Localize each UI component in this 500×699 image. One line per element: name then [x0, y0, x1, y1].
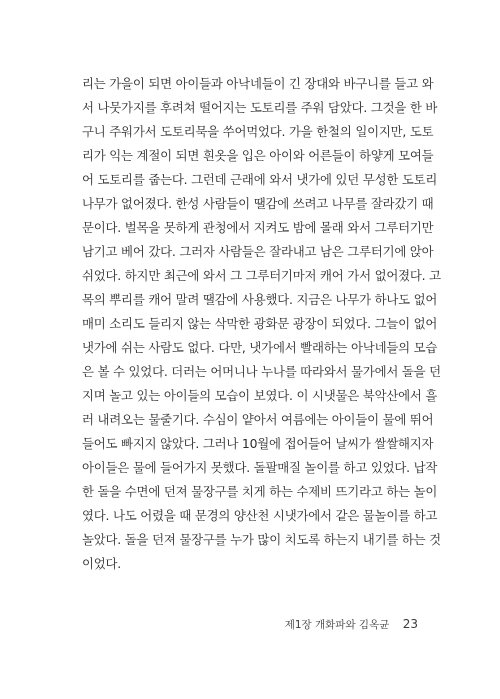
page-number: 23 — [402, 617, 418, 631]
text-line: 지며 놀고 있는 아이들의 모습이 보였다. 이 시냇물은 북악산에서 흘 — [82, 388, 438, 403]
text-line: 리는 가을이 되면 아이들과 아낙네들이 긴 장대와 바구니를 들고 와 — [82, 76, 434, 91]
text-line: 쉬었다. 하지만 최근에 와서 그 그루터기마저 캐어 가서 없어졌다. 고 — [82, 268, 441, 283]
text-line: 매미 소리도 들리지 않는 삭막한 광화문 광장이 되었다. 그늘이 없어 — [82, 316, 438, 331]
text-line: 은 볼 수 있었다. 더러는 어머니나 누나를 따라와서 물가에서 돌을 던 — [82, 364, 441, 379]
page-footer — [285, 617, 418, 632]
text-line: 한 돌을 수면에 던져 물장구를 치게 하는 수제비 뜨기라고 하는 놀이 — [82, 484, 438, 499]
text-line: 나무가 없어졌다. 한성 사람들이 땔감에 쓰려고 나무를 잘라갔기 때 — [82, 196, 434, 211]
body-paragraph — [82, 72, 441, 576]
text-line: 리가 익는 계절이 되면 흰옷을 입은 아이와 어른들이 하얗게 모여들 — [82, 148, 434, 163]
text-line: 서 나뭇가지를 후려쳐 떨어지는 도토리를 주워 담았다. 그것을 한 바 — [82, 100, 438, 115]
text-line: 목의 뿌리를 캐어 말려 땔감에 사용했다. 지금은 나무가 하나도 없어 — [82, 292, 438, 307]
text-line: 남기고 베어 갔다. 그러자 사람들은 잘라내고 남은 그루터기에 앉아 — [82, 244, 434, 259]
text-line: 이었다. — [82, 556, 122, 571]
text-line: 어 도토리를 줍는다. 그런데 근래에 와서 냇가에 있던 무성한 도토리 — [82, 172, 438, 187]
chapter-title: 제1장 개화파와 김옥균 — [284, 619, 390, 631]
text-line: 구니 주워가서 도토리묵을 쑤어먹었다. 가을 한철의 일이지만, 도토 — [82, 124, 434, 139]
text-line: 놀았다. 돌을 던져 물장구를 누가 많이 치도록 하는지 내기를 하는 것 — [82, 532, 441, 547]
text-line: 문이다. 벌목을 못하게 관청에서 지켜도 밤에 몰래 와서 그루터기만 — [82, 220, 434, 235]
text-line: 아이들은 물에 들어가지 못했다. 돌팔매질 놀이를 하고 있었다. 납작 — [82, 460, 438, 475]
text-line: 러 내려오는 물줄기다. 수심이 얕아서 여름에는 아이들이 물에 뛰어 — [82, 412, 434, 427]
text-line: 들어도 빠지지 않았다. 그러나 10월에 접어들어 날씨가 쌀쌀해지자 — [82, 436, 434, 451]
text-line: 냇가에 쉬는 사람도 없다. 다만, 냇가에서 빨래하는 아낙네들의 모습 — [82, 340, 438, 355]
text-line: 였다. 나도 어렸을 때 문경의 양산천 시냇가에서 같은 물놀이를 하고 — [82, 508, 438, 523]
